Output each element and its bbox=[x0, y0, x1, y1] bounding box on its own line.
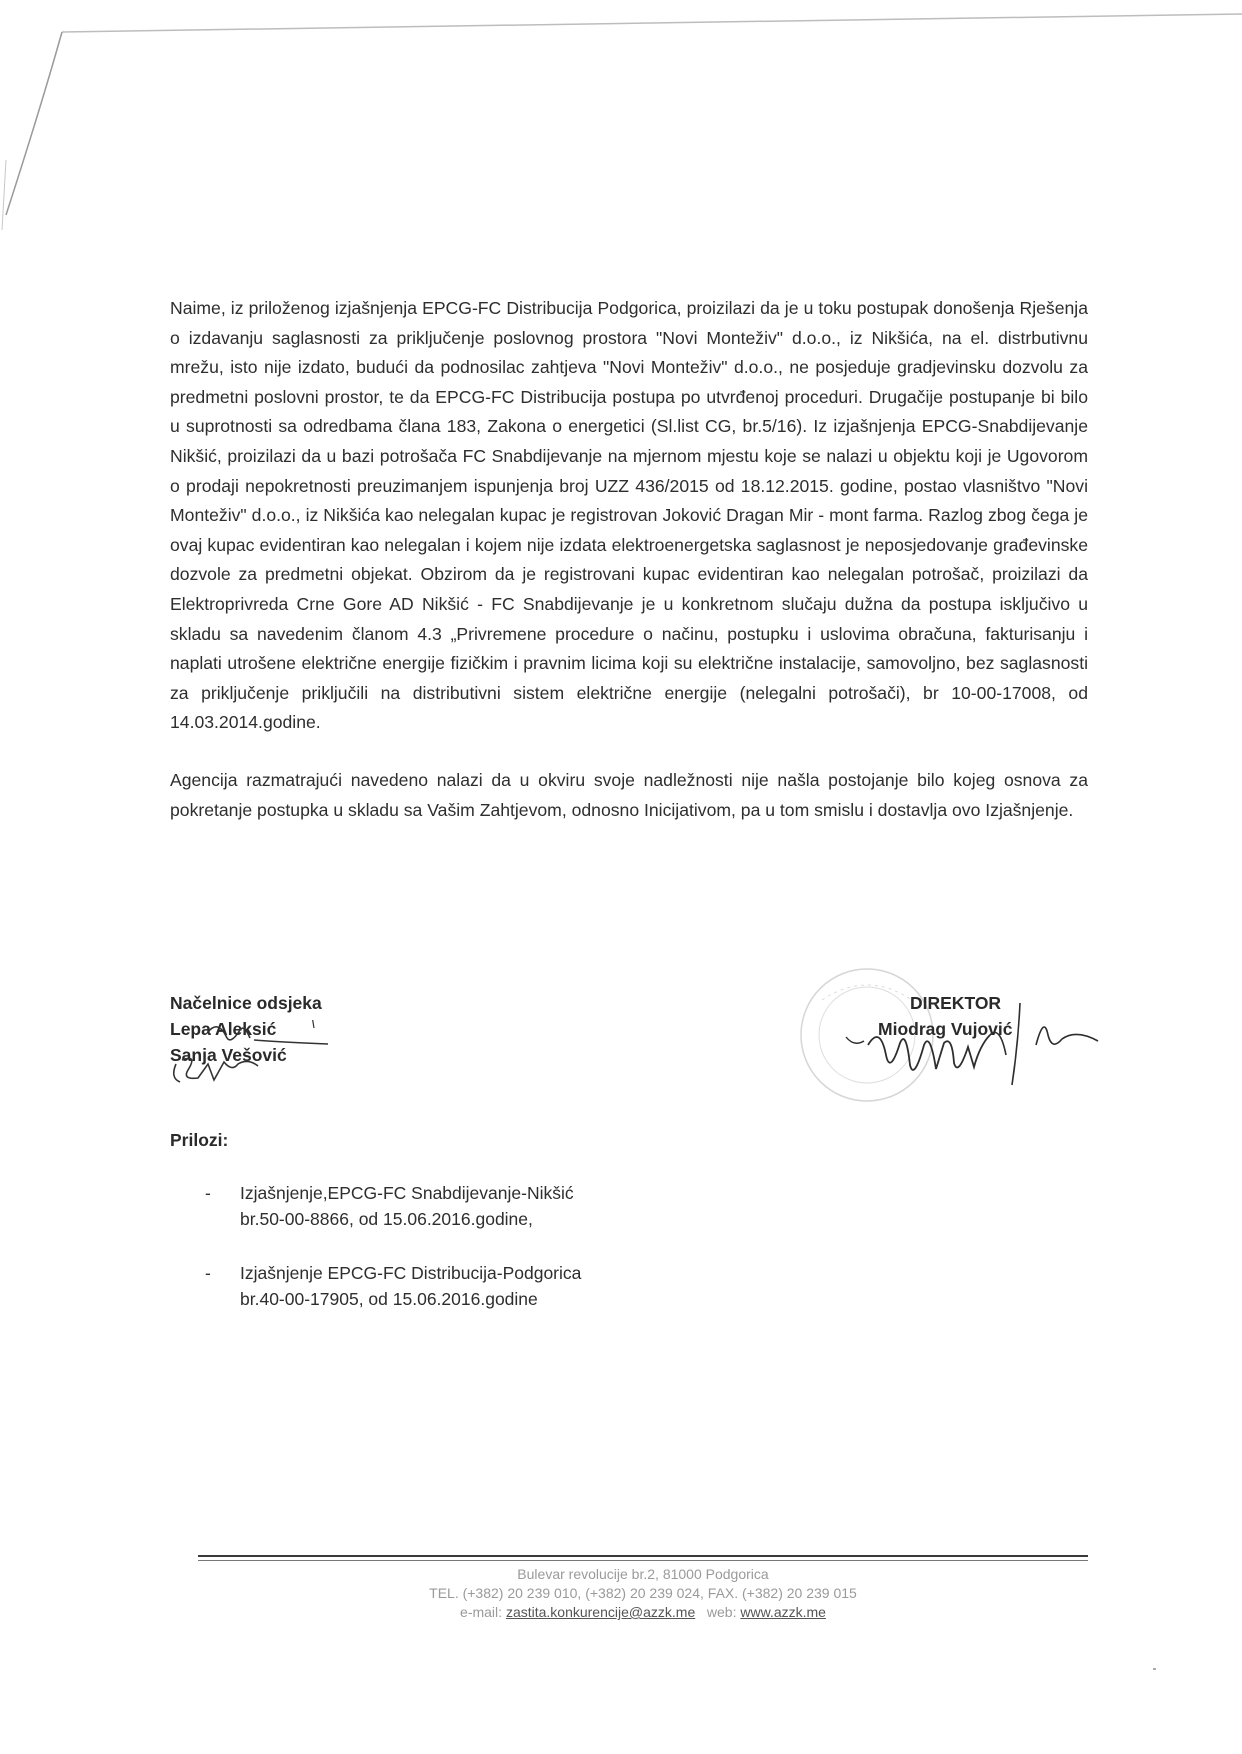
left-signature-block bbox=[170, 990, 322, 1068]
web-link[interactable]: www.azzk.me bbox=[740, 1604, 826, 1620]
left-signatory-name-1: Lepa Aleksić bbox=[170, 1019, 277, 1039]
attachment-item bbox=[205, 1260, 905, 1312]
body-paragraph-1: Naime, iz priloženog izjašnjenja EPCG-FC Distribucija Podgorica, proizilazi da je u toku postupak donošenja Rješenja o izdavanju saglasnosti za priključenje poslovnog prostora "Novi Monteživ" d.o.o., iz Nikšića, na el. distrbutivnu mrežu, isto nije izdato, budući da podnosilac zahtjeva "Novi Monteživ" d.o.o., ne posjeduje gradjevinsku dozvolu za predmetni poslovni prostor, te da EPCG-FC Distribucija postupa po utvrđenoj proceduri. Drugačije postupanje bi bilo u suprotnosti sa odredbama člana 183, Zakona o energetici (Sl.list CG, br.5/16). Iz izjašnjenja EPCG-Snabdijevanje Nikšić, proizilazi da u bazi potrošača FC Snabdijevanje na mjernom mjestu koje se nalazi u objektu koji je Ugovorom o prodaji nepokretnosti preuzimanjem ispunjenja broj UZZ 436/2015 od 18.12.2015. godine, postao vlasništvo "Novi Monteživ" d.o.o., iz Nikšića kao nelegalan kupac je registrovan Joković Dragan Mir - mont farma. Razlog zbog čega je ovaj kupac evidentiran kao nelegalan i kojem nije izdata elektroenergetska saglasnost je neposjedovanje građevinske dozvole za predmetni objekat. Obzirom da je registrovani kupac evidentiran kao nelegalan potrošač, proizilazi da Elektroprivreda Crne Gore AD Nikšić - FC Snabdijevanje je u konkretnom slučaju dužna da postupa isključivo u skladu sa navedenim članom 4.3 „Privremene procedure o načinu, postupku i uslovima obračuna, fakturisanju i naplati utrošene električne energije fizičkim i pravnim licima koji su električne instalacije, samovoljno, bez saglasnosti za priključenje priključili na distributivni sistem električne energije (nelegalni potrošači), br 10-00-17008, od 14.03.2014.godine. bbox=[170, 298, 1088, 733]
letterhead-footer bbox=[198, 1565, 1088, 1622]
web-label: web: bbox=[706, 1604, 737, 1620]
right-signatory-name: Miodrag Vujović bbox=[878, 1019, 1013, 1039]
attachments-heading: Prilozi: bbox=[170, 1130, 229, 1150]
letter-body bbox=[170, 294, 1088, 853]
scan-speck bbox=[1153, 1668, 1156, 1670]
left-signatory-name-2: Sanja Vešović bbox=[170, 1045, 287, 1065]
attachment-title: Izjašnjenje,EPCG-FC Snabdijevanje-Nikšić bbox=[240, 1183, 574, 1203]
attachment-reference: br.40-00-17905, od 15.06.2016.godine bbox=[240, 1289, 538, 1309]
body-paragraph-2: Agencija razmatrajući navedeno nalazi da u okviru svoje nadležnosti nije našla postojanje bilo kojeg osnova za pokretanje postupka u skladu sa Vašim Zahtjevom, odnosno Inicijativom, pa u tom smislu i dostavlja ovo Izjašnjenje. bbox=[170, 769, 1088, 820]
right-signatory-title: DIREKTOR bbox=[910, 993, 1002, 1013]
attachment-item bbox=[205, 1180, 905, 1232]
footer-divider-thin bbox=[198, 1560, 1088, 1561]
list-dash: - bbox=[205, 1263, 211, 1283]
email-label: e-mail: bbox=[460, 1604, 503, 1620]
footer-divider bbox=[198, 1555, 1088, 1557]
left-signatory-title: Načelnice odsjeka bbox=[170, 993, 322, 1013]
footer-phones: TEL. (+382) 20 239 010, (+382) 20 239 024, FAX. (+382) 20 239 015 bbox=[429, 1585, 857, 1601]
attachments-list bbox=[205, 1180, 905, 1340]
attachment-reference: br.50-00-8866, od 15.06.2016.godine, bbox=[240, 1209, 533, 1229]
scan-edge-artifact bbox=[0, 0, 1242, 240]
right-signature-block bbox=[878, 990, 1013, 1042]
footer-contacts bbox=[198, 1603, 1088, 1622]
list-dash: - bbox=[205, 1183, 211, 1203]
email-link[interactable]: zastita.konkurencije@azzk.me bbox=[505, 1604, 696, 1620]
attachment-title: Izjašnjenje EPCG-FC Distribucija-Podgorica bbox=[240, 1263, 582, 1283]
footer-address: Bulevar revolucije br.2, 81000 Podgorica bbox=[517, 1566, 769, 1582]
